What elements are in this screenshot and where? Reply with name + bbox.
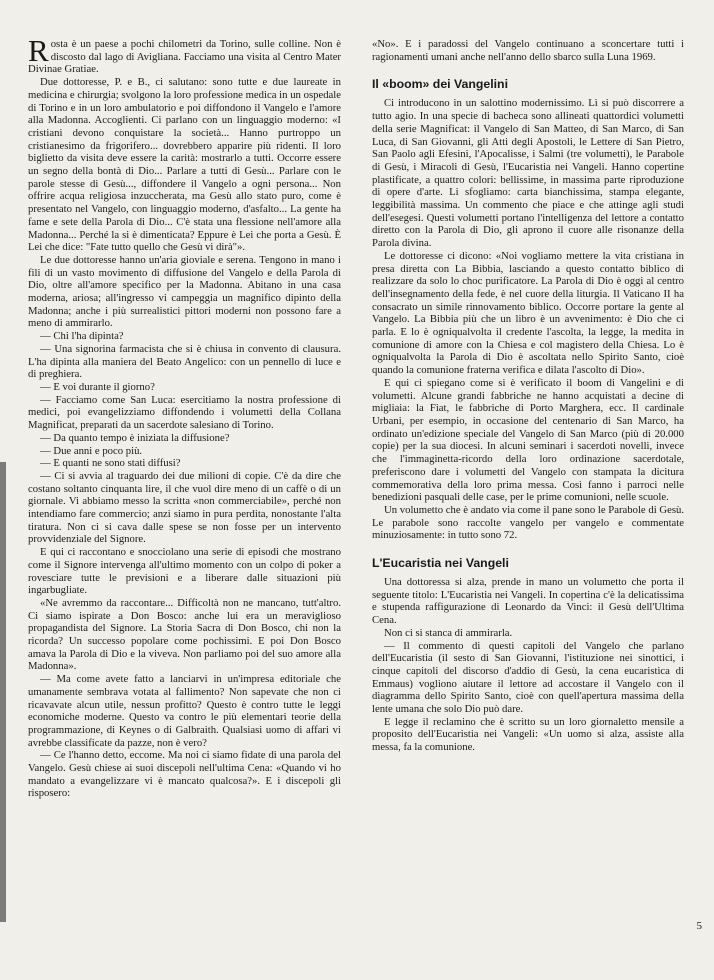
right-column [372,38,684,754]
paragraph: Le dottoresse ci dicono: «Noi vogliamo mettere la vita cristiana in presa diretta con La Bibbia, lasciando a questo contatto biblico di realizzare da solo lo choc purificatore. La Parola di Dio è oggi al centro dell'insegnamento della fede, è nel cuore della liturgia. Il Vaticano II ha consacrato un simile rinnovamento biblico. Occorre portare la gente al Vangelo. La Bibbia più che un libro è un avvenimento: è Dio che ci parla. E lo è ogniqualvolta il credente l'ascolta, la legge, la medita in comunione di amore con la Chiesa e col magistero della Chiesa. Lo è ogniqualvolta la Parola di Dio è ascoltata nello Spirito Santo, cioè quando la comunione fraterna verifica e dilata l'ascolto di Dio». [372,249,684,377]
paragraph: — Ci si avvia al traguardo dei due milioni di copie. C'è da dire che costano soltanto cinquanta lire, il che vuol dire meno di un caffè o di un giornale. Vi abbiamo messo la scritta «non commerciabile», perché non intendiamo fare commercio; anzi siamo in pura perdita, nonostante l'alta tiratura. Non ci si cava dalle spese se non fosse per un intervento provvidenziale del Signore. [28,469,341,546]
paragraph: — Ce l'hanno detto, eccome. Ma noi ci siamo fidate di una parola del Vangelo. Gesù chiese ai suoi discepoli nell'ultima Cena: «Quando vi ho mandato a evangelizzare vi è mancato qualcosa?». E i discepoli gli risposero: [28,749,341,800]
paragraph: — Chi l'ha dipinta? [40,330,124,343]
paragraph: osta è un paese a pochi chilometri da Torino, sulle colline. Non è discosto dal lago di Avigliana. Facciamo una visita al Centro Mater Divinae Gratiae. [28,38,341,76]
paragraph: — Facciamo come San Luca: esercitiamo la nostra professione di medici, poi evangelizziamo diffondendo i volumetti della Collana Magnificat, preparati da un sacerdote salesiano di Torino. [28,393,341,432]
page-number: 5 [696,920,702,932]
paragraph: E qui ci raccontano e snocciolano una serie di episodi che mostrano come il Signore intervenga all'ultimo momento con un colpo di poker a rovesciare tutte le previsioni e a liberare dalle situazioni più ingarbugliate. [28,546,341,597]
margin-bar [0,462,6,922]
paragraph: Due dottoresse, P. e B., ci salutano: sono tutte e due laureate in medicina e chirurgia; svolgono la loro professione medica in un ospedale di Torino e in un loro ambulatorio e poi diffondono il Vangelo e l'amore alla Madonna. Accoglienti. Ci parlano con un linguaggio moderno: «I cristiani devono conquistare la società... Hanno purtroppo un cristianesimo da frigorifero... dovrebbero apparire più ridenti. Il loro biglietto da visita deve essere la carità: mostrarlo a tutti. Occorre essere un segno della bontà di Dio... Parlare a tutti di Gesù... Parlare con le parole stesse di Gesù..., diffondere il Vangelo a ogni persona... Non offrire acqua religiosa inzuccherata, ma Gesù allo stato puro, come è presentato nel Vangelo, con linguaggio moderno, d'asfalto... La gente ha fame e sete della Parola di Dio... C'è stata una flessione nell'amore alla Madonna... Perché la si è dimenticata? Eppure è Lei che porta a Gesù. È Lei che dice: "Fate tutto quello che Gesù vi dirà"». [28,76,341,254]
section-heading: L'Eucaristia nei Vangeli [372,556,509,571]
paragraph: E qui ci spiegano come si è verificato il boom di Vangelini e di volumetti. Alcune grandi fabbriche ne hanno acquistati a decine di migliaia: la Fiat, le fabbriche di Porto Marghera, ecc. Il cardinale Urbani, per esempio, in occasione del centenario di San Marco, ha ordinato un'edizione speciale del Vangelo di San Marco (più di 20.000 copie) per la sua diocesi. In alcuni seminari i sacerdoti novelli, invece che l'immaginetta-ricordo della loro ordinazione sacerdotale, preferiscono dare i volumetti del Vangelo con stampata la dicitura commemorativa della loro prima messa. Così fanno i parroci nelle benedizioni pasquali delle case, per le prime comunioni, nelle scuole. [372,376,684,504]
paragraph: «No». E i paradossi del Vangelo continuano a sconcertare tutti i ragionamenti umani anche nell'anno dello sbarco sulla Luna 1969. [372,38,684,63]
paragraph: — E quanti ne sono stati diffusi? [40,457,181,470]
paragraph: — E voi durante il giorno? [40,380,155,393]
paragraph: — Due anni e poco più. [40,444,143,457]
paragraph: Le due dottoresse hanno un'aria gioviale e serena. Tengono in mano i fili di un vasto movimento di diffusione del Vangelo e della Parola di Dio, oltre all'amore specifico per la Madonna. Abitano in una casa moderna, ariosa; all'ingresso vi campeggia un magnifico dipinto della Madonna; anche i più surrealistici pittori moderni non possono fare a meno di ammirarlo. [28,253,341,330]
section-heading: Il «boom» dei Vangelini [372,77,508,92]
paragraph: — Il commento di questi capitoli del Vangelo che parlano dell'Eucaristia (il sesto di San Giovanni, l'istituzione nei sinottici, i cinque capitoli del discorso d'addio di Gesù, la cena eucaristica di Emmaus) vogliono aiutare il lettore ad accostare il Vangelo con il diagramma dello Spirito Santo, cioè con quell'apertura massima della lente umana che solo Dio può dare. [372,639,684,716]
paragraph: Non ci si stanca di ammirarla. [384,626,513,639]
paragraph: «Ne avremmo da raccontare... Difficoltà non ne mancano, tutt'altro. Ci siamo ispirate a Don Bosco: anche lui era un meraviglioso propagandista del Signore. La Storia Sacra di Don Bosco, chi non la ricorda? Un successo popolare come pochissimi. E poi Don Bosco amava la Parola di Dio e la viveva. Non parliamo poi del suo amore alla Madonna». [28,596,341,673]
drop-cap: R [28,33,49,68]
left-column [28,33,341,800]
paragraph: Ci introducono in un salottino modernissimo. Lì si può discorrere a tutto agio. In una specie di bacheca sono allineati quattordici volumetti della serie Magnificat: il Vangelo di San Matteo, di San Marco, di San Luca, di San Giovanni, gli Atti degli Apostoli, le Lettere di San Pietro, San Paolo agli Efesini, l'Apocalisse, i Salmi (tre volumetti), le Parabole di Gesù, i Miracoli di Gesù, l'Eucaristia nei Vangeli. Hanno copertine plastificate, a quattro colori: bellissime, in massima parte riproduzione di opere d'arte. Li sfogliamo: carta bianchissima, stampa elegante, leggibilità massima. Un commento che piace e che attinge agli studi dell'esegesi. Questi volumetti portano l'intelligenza del lettore a contatto diretto con la Parola di Dio, gli aprono il cuore alle risonanze della Parola divina. [372,97,684,250]
paragraph: — Ma come avete fatto a lanciarvi in un'impresa editoriale che umanamente sembrava votata al fallimento? Non sapevate che non ci ricavavate alcun utile, nessun profitto? Questo è contro tutte le leggi economiche moderne. Questo va contro le più elementari teorie della programmazione, di Keynes o di Galbraith. Qualsiasi uomo di affari vi avrebbe classificate da pazze, non è vero? [28,673,341,749]
paragraph: — Da quanto tempo è iniziata la diffusione? [40,431,230,444]
paragraph: E legge il reclamino che è scritto su un loro giornaletto mensile a proposito dell'Eucaristia nei Vangeli: «Un uomo si alza, assiste alla messa, fa la comunione. [372,715,684,754]
paragraph: — Una signorina farmacista che si è chiusa in convento di clausura. L'ha dipinta alla maniera del Beato Angelico: con un pennello di luce e di preghiera. [28,342,341,381]
paragraph: Una dottoressa si alza, prende in mano un volumetto che porta il seguente titolo: L'Eucaristia nei Vangeli. In copertina c'è la delicatissima e stupenda raffigurazione di Leonardo da Vinci: il Gesù dell'Ultima Cena. [372,576,684,627]
paragraph: Un volumetto che è andato via come il pane sono le Parabole di Gesù. Le parabole sono raccolte vangelo per vangelo e commentate minuziosamente: in tutto sono 72. [372,503,684,542]
